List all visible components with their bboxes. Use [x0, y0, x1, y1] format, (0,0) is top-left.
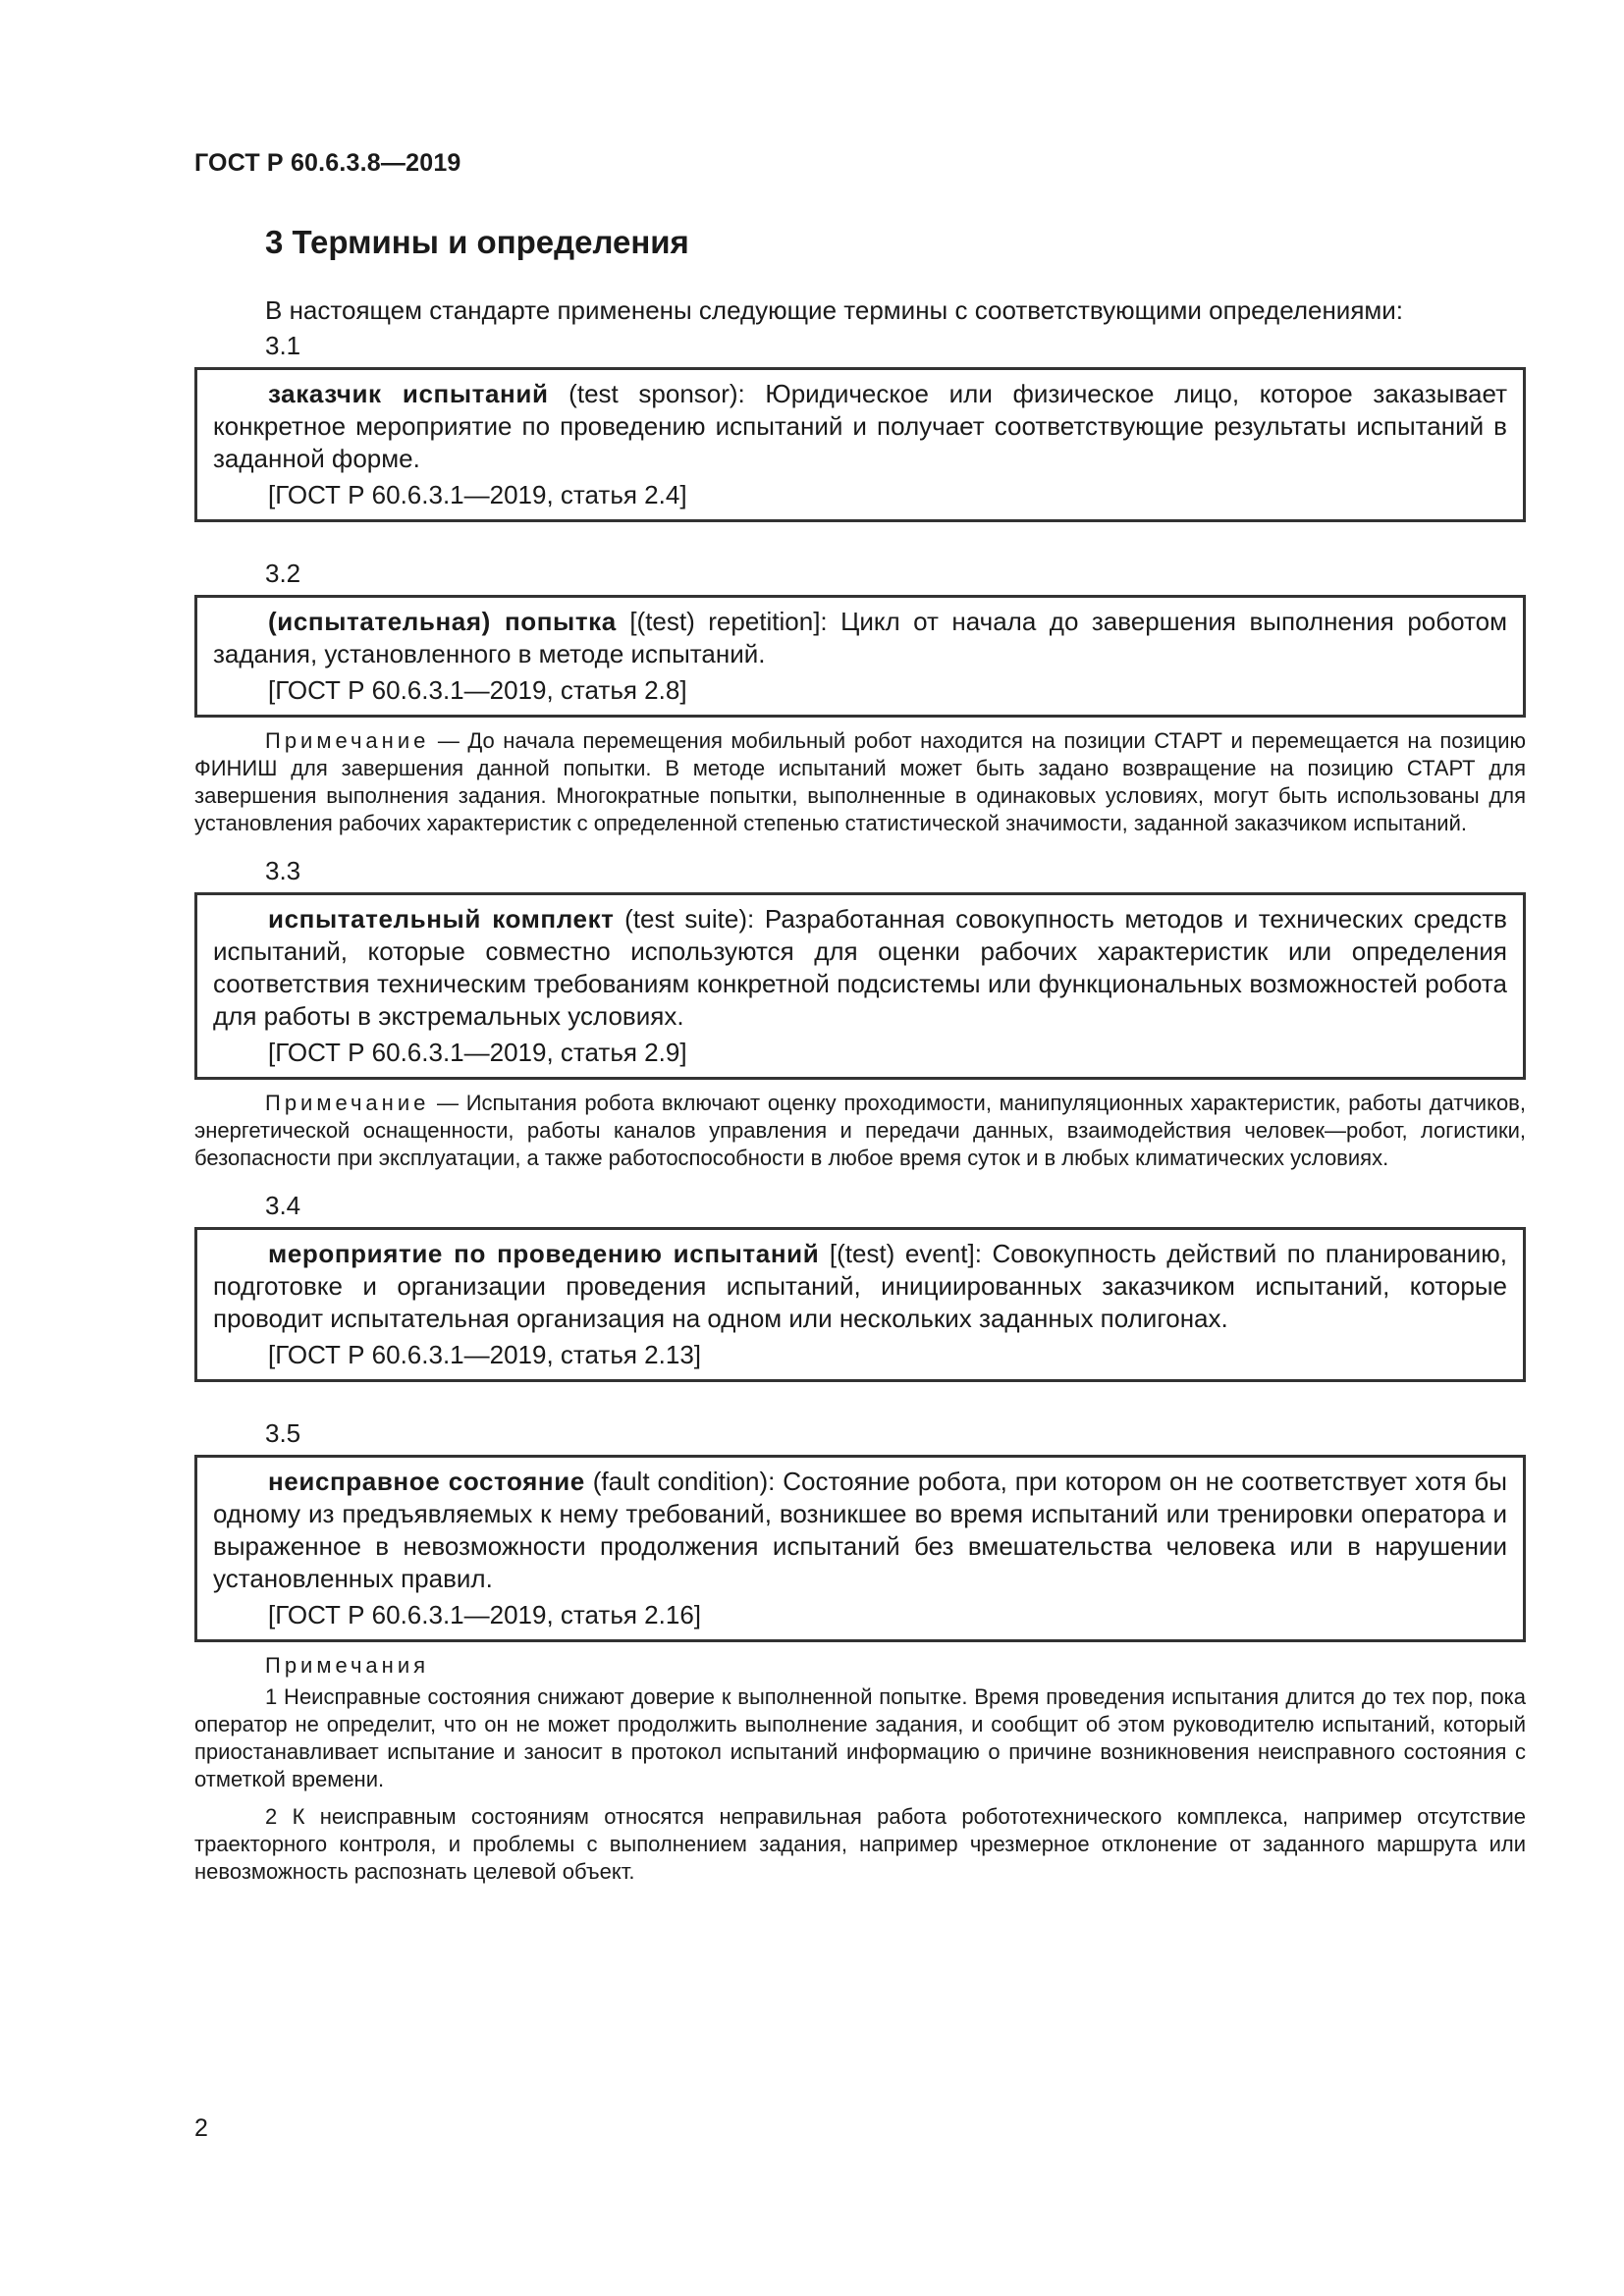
term-number-3-2: 3.2 [265, 559, 301, 588]
page-number: 2 [194, 2114, 208, 2142]
note-item-1: 1 Неисправные состояния снижают доверие к выполненной попытке. Время проведения испытания длится до тех пор, пока оператор не определит, что он не может продолжить выполнение задания, и сообщит об этом руководителю испытаний, который приостанавливает испытание и заносит в протокол испытаний информацию о причине возникновения неисправного состояния с отметкой времени. [194, 1684, 1526, 1791]
term-box-3-1 [194, 367, 1526, 522]
term-definition [213, 903, 1507, 1033]
term-text: [(test) repetition]: Цикл от начала до завершения выполнения роботом задания, установленного в методе испытаний. [213, 607, 1507, 668]
term-number-3-3: 3.3 [265, 856, 301, 885]
note-paragraph [194, 1090, 1526, 1172]
intro-text: В настоящем стандарте применены следующие термины с соответствующими определениями: [265, 295, 1404, 325]
term-definition [213, 1466, 1507, 1595]
note-paragraph [194, 727, 1526, 837]
note-item-2: 2 К неисправным состояниям относятся неправильная работа робототехнического комплекса, например отсутствие траекторного контроля, и проблемы с выполнением задания, например чрезмерное отклонение от заданного маршрута или невозможность распознать целевой объект. [194, 1804, 1526, 1884]
term-text: (fault condition): Состояние робота, при котором он не соответствует хотя бы одному из предъявляемых к нему требований, возникшее во время испытаний или тренировки оператора и выраженное в невозможности продолжения испытаний без вмешательства человека или в нарушении установленных правил. [213, 1467, 1507, 1593]
note-3-2 [194, 727, 1526, 837]
term-definition [213, 1238, 1507, 1335]
term-source: [ГОСТ Р 60.6.3.1—2019, статья 2.8] [268, 675, 687, 705]
term-definition [213, 378, 1507, 475]
document-body [194, 222, 1526, 1896]
term-source: [ГОСТ Р 60.6.3.1—2019, статья 2.13] [268, 1340, 701, 1369]
note-text: — До начала перемещения мобильный робот находится на позиции СТАРТ и перемещается на позицию ФИНИШ для завершения данной попытки. В методе испытаний может быть задано возвращение на позицию СТАРТ для завершения выполнения задания. Многократные попытки, выполненные в одинаковых условиях, могут быть использованы для установления рабочих характеристик с определенной степенью статистической значимости, заданной заказчиком испытаний. [194, 728, 1526, 835]
section-title: 3 Термины и определения [265, 224, 689, 260]
term-definition [213, 606, 1507, 670]
note-label: Примечание [265, 1091, 430, 1115]
term-number-3-5: 3.5 [265, 1418, 301, 1448]
document-header: ГОСТ Р 60.6.3.8—2019 [194, 149, 461, 177]
term-name: испытательный комплект [268, 904, 615, 934]
term-box-3-4 [194, 1227, 1526, 1382]
term-box-3-3 [194, 892, 1526, 1080]
note-label: Примечание [265, 728, 430, 753]
notes-heading: Примечания [265, 1653, 430, 1678]
note-3-3 [194, 1090, 1526, 1172]
term-source: [ГОСТ Р 60.6.3.1—2019, статья 2.4] [268, 480, 687, 509]
term-number-3-1: 3.1 [265, 331, 301, 360]
term-source: [ГОСТ Р 60.6.3.1—2019, статья 2.9] [268, 1038, 687, 1067]
term-name: (испытательная) попытка [268, 607, 617, 636]
term-source: [ГОСТ Р 60.6.3.1—2019, статья 2.16] [268, 1600, 701, 1629]
term-text: [(test) event]: Совокупность действий по планированию, подготовке и организации проведения испытаний, инициированных заказчиком испытаний, которые проводит испытательная организация на одном или нескольких заданных полигонах. [213, 1239, 1507, 1333]
note-text: — Испытания робота включают оценку проходимости, манипуляционных характеристик, работы датчиков, энергетической оснащенности, работы каналов управления и передачи данных, взаимодействия человек—робот, логистики, безопасности при эксплуатации, а также работоспособности в любое время суток и в любых климатических условиях. [194, 1091, 1526, 1170]
term-name: неисправное состояние [268, 1467, 585, 1496]
term-name: заказчик испытаний [268, 379, 549, 408]
term-box-3-2 [194, 595, 1526, 718]
term-text: (test suite): Разработанная совокупность методов и технических средств испытаний, которые совместно используются для оценки рабочих характеристик или определения соответствия техническим требованиям конкретной подсистемы или функциональных возможностей робота для работы в экстремальных условиях. [213, 904, 1507, 1031]
term-text: (test sponsor): Юридическое или физическое лицо, которое заказывает конкретное мероприятие по проведению испытаний и получает соответствующие результаты испытаний в заданной форме. [213, 379, 1507, 473]
term-box-3-5 [194, 1455, 1526, 1642]
term-number-3-4: 3.4 [265, 1191, 301, 1220]
term-name: мероприятие по проведению испытаний [268, 1239, 820, 1268]
